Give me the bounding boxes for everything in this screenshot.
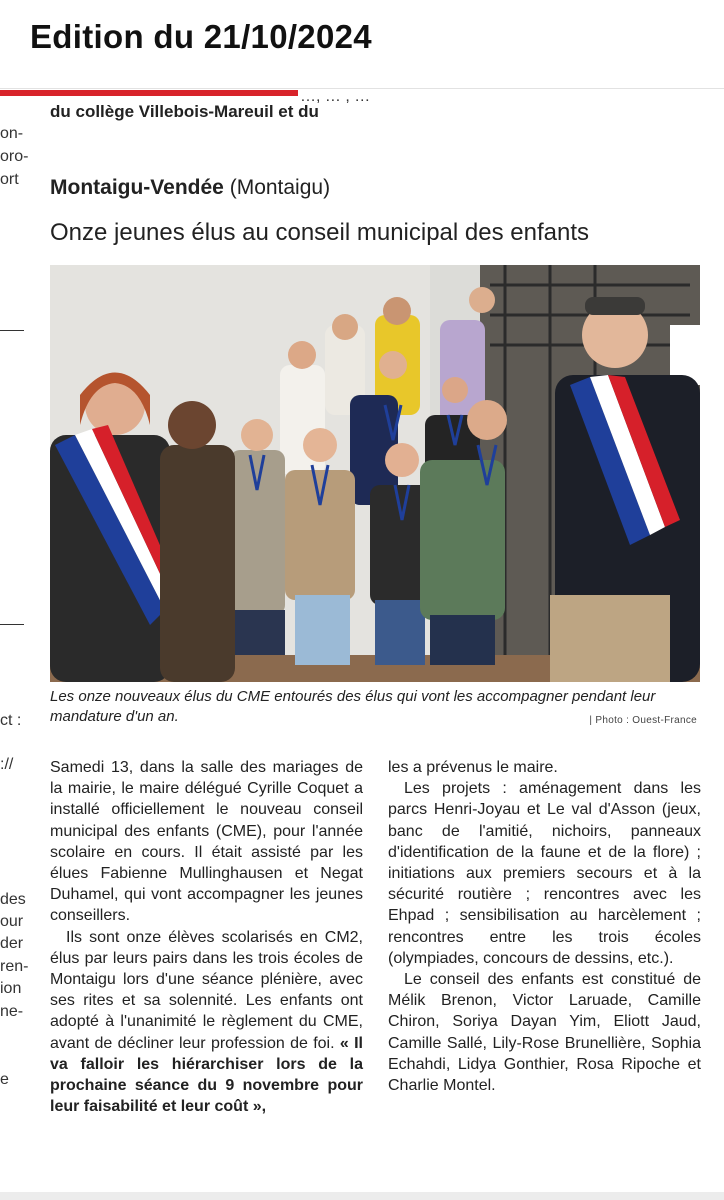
article-paragraph: Le conseil des enfants est constitué de Mélik Brenon, Victor Laruade, Camille Chiron, Soriya Dayan Yim, Eliott Jaud, Camille Sallé, Lily-Rose Brunellière, Sophia Echahdi, Lidya Gonthier, Rosa Ripoche et Charlie Montel. [388, 971, 701, 1095]
edition-header [0, 0, 724, 89]
left-fragment: on- [0, 125, 24, 142]
article-paragraph-text: Ils sont onze élèves scolarisés en CM2, élus par leurs pairs dans les trois écoles de Montaigu lors d'une séance plénière, avec ses rites et sa solennité. Les enfants ont adopté à l'unanimité le règlement du CME, avant de décliner leur profession de foi. [50, 928, 363, 1052]
article-paragraph [50, 927, 363, 1118]
group-photo-illustration [50, 265, 700, 682]
article-photo [50, 265, 700, 682]
edition-title: Edition du 21/10/2024 [30, 18, 372, 55]
left-fragment: der [0, 935, 24, 952]
left-fragment: ort [0, 171, 19, 188]
previous-article-line: du collège Villebois-Mareuil et du [50, 102, 319, 121]
article-city: Montaigu-Vendée [50, 176, 224, 199]
left-fragment: ion [0, 980, 22, 997]
article-paragraph: Les projets : aménagement dans les parcs Henri-Joyau et Le val d'Asson (jeux, banc de l'amitié, nichoirs, panneaux d'identification de la faune et de la flore) ; initiations aux premiers secours et à la sécurité routière ; rencontres avec les Ehpad ; sensibilisation au harcèlement ; rencontres entre les trois écoles (olympiades, concours de dessins, etc.). [388, 780, 701, 967]
photo-credit: | Photo : Ouest-France [589, 715, 697, 726]
article-column-1 [50, 757, 363, 1117]
previous-article-cut-line: …, … , … [300, 88, 371, 105]
left-fragment: our [0, 913, 24, 930]
article-column-2 [388, 757, 701, 1096]
left-column-divider [0, 624, 24, 625]
article-location [50, 176, 330, 200]
left-fragment: ct : [0, 712, 22, 729]
article-paragraph: les a prévenus le maire. [388, 759, 558, 776]
article-paragraph: Samedi 13, dans la salle des mariages de la mairie, le maire délégué Cyrille Coquet a installé officiellement le nouveau conseil municipal des enfants (CME), pour l'année scolaire en cours. Il était assisté par les élues Fabienne Mullinghausen et Negat Duhamel, qui vont accompagner les jeunes conseillers. [50, 759, 363, 925]
bottom-edge [0, 1192, 724, 1200]
article-city-detail: (Montaigu) [229, 176, 331, 199]
left-fragment: oro- [0, 148, 29, 165]
section-accent-bar [0, 90, 298, 96]
left-fragment: des [0, 891, 26, 908]
left-fragment: :// [0, 756, 14, 773]
left-fragment: ne- [0, 1003, 24, 1020]
article-headline: Onze jeunes élus au conseil municipal des enfants [50, 219, 589, 246]
left-column-divider [0, 330, 24, 331]
left-fragment: e [0, 1071, 9, 1088]
mayor-quote: « Il va falloir les hiérarchiser lors de la prochaine séance du 9 novembre pour leur faisabilité et leur coût », [50, 1034, 364, 1116]
left-fragment: ren- [0, 958, 29, 975]
photo-caption: Les onze nouveaux élus du CME entourés des élus qui vont les accompagner pendant leur mandature d'un an. [50, 688, 656, 725]
